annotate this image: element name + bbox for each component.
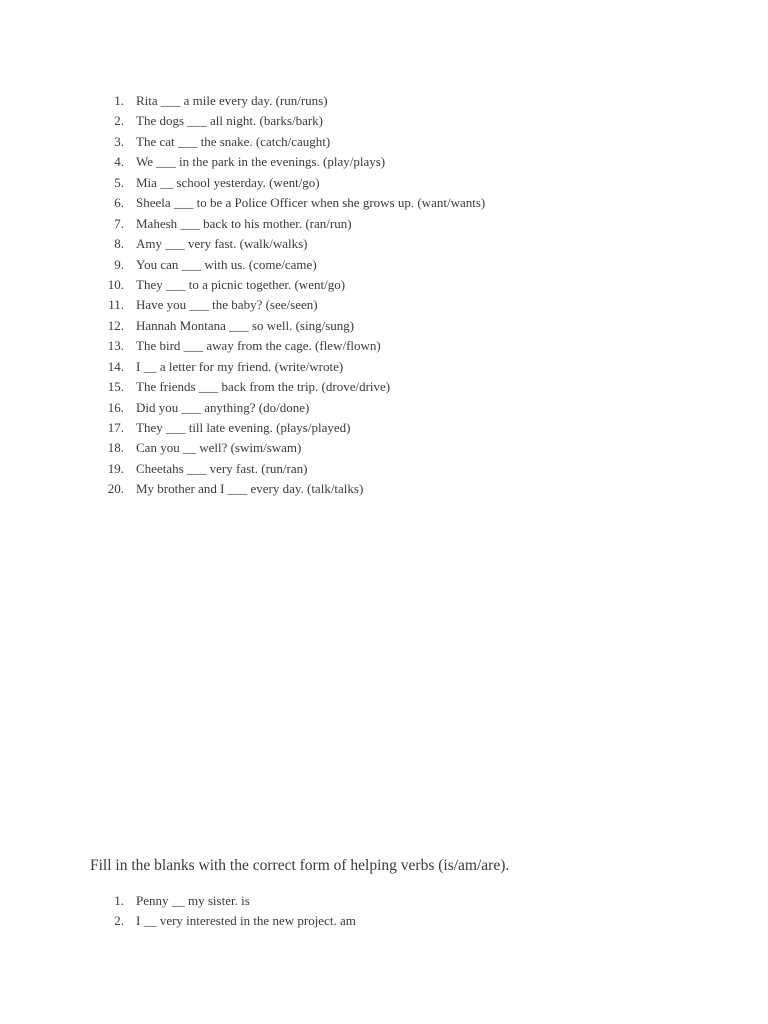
item-number: 13. xyxy=(107,338,124,354)
list-item xyxy=(0,316,700,336)
item-number: 5. xyxy=(114,174,124,190)
list-item xyxy=(0,418,700,438)
item-number: 8. xyxy=(114,236,124,252)
item-number: 7. xyxy=(114,215,124,231)
list-item xyxy=(0,911,700,931)
item-text: Mia __ school yesterday. (went/go) xyxy=(136,174,320,190)
list-item xyxy=(0,173,700,193)
item-text: Can you __ well? (swim/swam) xyxy=(136,440,302,456)
item-text: Did you ___ anything? (do/done) xyxy=(136,399,310,415)
item-number: 3. xyxy=(114,133,124,149)
item-text: The dogs ___ all night. (barks/bark) xyxy=(136,113,324,129)
item-number: 9. xyxy=(114,256,124,272)
list-item xyxy=(0,295,700,315)
item-number: 14. xyxy=(107,358,124,374)
item-text: The bird ___ away from the cage. (flew/flown) xyxy=(136,338,381,354)
item-number: 2. xyxy=(114,913,124,928)
item-number: 16. xyxy=(107,399,124,415)
item-text: Penny __ my sister. is xyxy=(136,893,250,908)
item-text: They ___ to a picnic together. (went/go) xyxy=(136,276,346,292)
item-text: Cheetahs ___ very fast. (run/ran) xyxy=(136,460,308,476)
item-text: Hannah Montana ___ so well. (sing/sung) xyxy=(136,317,355,333)
list-item xyxy=(0,275,700,295)
item-text: Sheela ___ to be a Police Officer when she grows up. (want/wants) xyxy=(136,195,486,211)
item-number: 1. xyxy=(114,893,124,908)
list-item xyxy=(0,357,700,377)
item-text: Mahesh ___ back to his mother. (ran/run) xyxy=(136,215,352,231)
list-item xyxy=(0,459,700,479)
item-number: 20. xyxy=(107,481,124,497)
list-item xyxy=(0,234,700,254)
list-item xyxy=(0,152,700,172)
item-number: 18. xyxy=(107,440,124,456)
item-text: They ___ till late evening. (plays/played) xyxy=(136,420,351,435)
list-item xyxy=(0,255,700,275)
list-item xyxy=(0,479,700,499)
exercise-1-list xyxy=(0,91,700,500)
item-number: 11. xyxy=(108,297,124,313)
list-item xyxy=(0,891,700,911)
list-item xyxy=(0,336,700,356)
exercise-2-list xyxy=(0,891,700,931)
item-text: Rita ___ a mile every day. (run/runs) xyxy=(136,93,328,108)
item-text: The friends ___ back from the trip. (drove/drive) xyxy=(136,379,391,395)
item-text: My brother and I ___ every day. (talk/talks) xyxy=(136,481,364,497)
item-text: Amy ___ very fast. (walk/walks) xyxy=(136,236,308,252)
item-number: 12. xyxy=(107,317,124,333)
item-number: 17. xyxy=(107,420,124,435)
item-text: I __ very interested in the new project. am xyxy=(136,913,356,928)
item-number: 6. xyxy=(114,195,124,211)
list-item xyxy=(0,111,700,131)
item-number: 4. xyxy=(114,154,124,170)
list-item xyxy=(0,438,700,458)
list-item xyxy=(0,214,700,234)
list-item xyxy=(0,398,700,418)
list-item xyxy=(0,193,700,213)
section-heading: Fill in the blanks with the correct form of helping verbs (is/am/are). xyxy=(90,857,510,874)
item-number: 15. xyxy=(107,379,124,395)
item-text: You can ___ with us. (come/came) xyxy=(136,256,317,272)
list-item xyxy=(0,91,700,111)
item-text: We ___ in the park in the evenings. (play/plays) xyxy=(136,154,386,170)
item-number: 1. xyxy=(114,93,124,108)
list-item xyxy=(0,377,700,397)
item-text: Have you ___ the baby? (see/seen) xyxy=(136,297,318,313)
item-number: 19. xyxy=(107,460,124,476)
item-text: The cat ___ the snake. (catch/caught) xyxy=(136,133,331,149)
item-text: I __ a letter for my friend. (write/wrote) xyxy=(136,358,344,374)
item-number: 10. xyxy=(107,276,124,292)
list-item xyxy=(0,132,700,152)
item-number: 2. xyxy=(114,113,124,129)
